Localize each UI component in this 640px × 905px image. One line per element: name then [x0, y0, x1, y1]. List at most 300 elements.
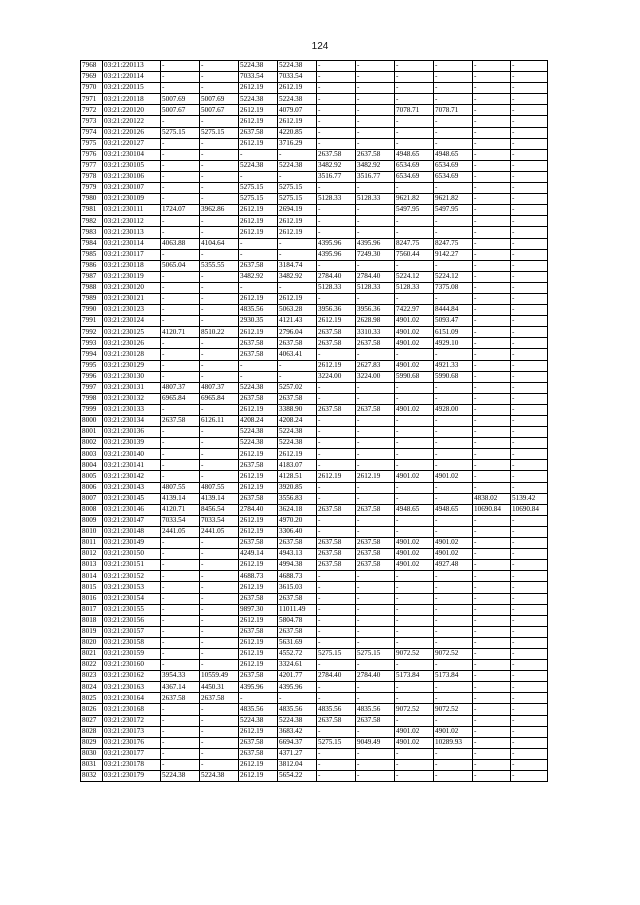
table-cell: - — [200, 404, 239, 415]
table-cell: 8019 — [81, 626, 103, 637]
table-cell: 8020 — [81, 637, 103, 648]
table-cell: - — [434, 349, 473, 360]
table-cell: - — [395, 449, 434, 460]
table-cell: - — [200, 538, 239, 549]
table-cell: 7078.71 — [434, 105, 473, 116]
table-cell: 03:21:230119 — [103, 271, 161, 282]
table-cell: 5173.84 — [395, 671, 434, 682]
table-cell: 7977 — [81, 160, 103, 171]
table-cell: - — [473, 116, 511, 127]
table-cell: 2637.58 — [239, 593, 278, 604]
table-cell: - — [200, 316, 239, 327]
table-cell: - — [473, 704, 511, 715]
table-cell: - — [395, 72, 434, 83]
table-cell: - — [356, 449, 395, 460]
table-cell: 3516.77 — [356, 171, 395, 182]
table-cell: - — [161, 748, 200, 759]
table-cell: 5275.15 — [200, 127, 239, 138]
table-cell: 03:21:230178 — [103, 759, 161, 770]
table-cell: 5224.38 — [239, 438, 278, 449]
table-row — [81, 171, 548, 182]
table-row — [81, 593, 548, 604]
table-cell: - — [511, 748, 548, 759]
table-cell: 9621.82 — [395, 194, 434, 205]
table-cell: - — [473, 404, 511, 415]
table-row — [81, 349, 548, 360]
table-cell: - — [161, 360, 200, 371]
table-cell: 10559.49 — [200, 671, 239, 682]
table-cell: - — [161, 194, 200, 205]
table-cell: 7375.08 — [434, 282, 473, 293]
table-cell: - — [511, 404, 548, 415]
table-cell: 4395.96 — [239, 682, 278, 693]
page-number: 124 — [311, 41, 329, 52]
table-cell: - — [473, 349, 511, 360]
table-cell: 8003 — [81, 449, 103, 460]
table-cell: - — [511, 471, 548, 482]
table-cell: 5128.33 — [317, 194, 356, 205]
table-row — [81, 737, 548, 748]
table-cell: - — [317, 127, 356, 138]
table-cell: - — [511, 305, 548, 316]
table-cell: 4901.02 — [395, 538, 434, 549]
table-row — [81, 249, 548, 260]
table-cell: - — [161, 715, 200, 726]
table-cell: - — [511, 549, 548, 560]
table-cell: - — [434, 116, 473, 127]
table-cell: 4901.02 — [395, 360, 434, 371]
table-cell: - — [511, 94, 548, 105]
table-cell: - — [161, 271, 200, 282]
table-cell: - — [473, 83, 511, 94]
table-cell: - — [161, 216, 200, 227]
table-cell: 9897.30 — [239, 604, 278, 615]
table-cell: - — [317, 748, 356, 759]
table-cell: - — [317, 615, 356, 626]
table-cell: - — [200, 571, 239, 582]
table-cell: - — [161, 227, 200, 238]
table-cell: - — [161, 83, 200, 94]
table-cell: 2637.58 — [239, 460, 278, 471]
table-cell: 7989 — [81, 293, 103, 304]
table-cell: - — [356, 582, 395, 593]
table-cell: - — [200, 305, 239, 316]
table-cell: 5990.68 — [434, 371, 473, 382]
table-row — [81, 715, 548, 726]
table-cell: 03:21:220113 — [103, 61, 161, 72]
table-cell: - — [434, 127, 473, 138]
table-cell: 7969 — [81, 72, 103, 83]
table-cell: - — [200, 227, 239, 238]
table-cell: 5224.38 — [239, 61, 278, 72]
table-cell: 8023 — [81, 671, 103, 682]
table-cell: - — [395, 693, 434, 704]
table-cell: - — [511, 737, 548, 748]
table-cell: - — [473, 648, 511, 659]
table-cell: 8004 — [81, 460, 103, 471]
table-cell: - — [511, 427, 548, 438]
table-cell: 3556.83 — [278, 493, 317, 504]
table-cell: - — [356, 626, 395, 637]
table-cell: 4121.43 — [278, 316, 317, 327]
table-cell: 03:21:230130 — [103, 371, 161, 382]
table-cell: 7984 — [81, 238, 103, 249]
table-cell: 03:21:230125 — [103, 327, 161, 338]
table-cell: - — [511, 637, 548, 648]
table-cell: 03:21:230149 — [103, 538, 161, 549]
table-cell: 2612.19 — [239, 105, 278, 116]
table-row — [81, 604, 548, 615]
table-cell: 4220.85 — [278, 127, 317, 138]
table-cell: 5355.55 — [200, 260, 239, 271]
table-cell: - — [317, 382, 356, 393]
table-cell: - — [200, 61, 239, 72]
table-cell: 03:21:230160 — [103, 660, 161, 671]
table-cell: - — [200, 748, 239, 759]
table-cell: - — [356, 515, 395, 526]
table-cell: - — [356, 482, 395, 493]
table-cell: 11011.49 — [278, 604, 317, 615]
table-row — [81, 526, 548, 537]
table-cell: - — [356, 393, 395, 404]
table-cell: - — [395, 682, 434, 693]
table-cell: 7968 — [81, 61, 103, 72]
table-cell: - — [473, 271, 511, 282]
table-cell: 4395.96 — [278, 682, 317, 693]
table-cell: - — [161, 571, 200, 582]
table-cell: - — [317, 116, 356, 127]
table-cell: - — [161, 183, 200, 194]
table-cell: - — [473, 582, 511, 593]
data-table — [80, 60, 548, 782]
table-row — [81, 615, 548, 626]
table-cell: 7970 — [81, 83, 103, 94]
table-cell: - — [511, 515, 548, 526]
table-cell: - — [473, 660, 511, 671]
table-cell: 2612.19 — [278, 449, 317, 460]
table-cell: 7560.44 — [395, 249, 434, 260]
table-cell: 2612.19 — [239, 83, 278, 94]
table-cell: 03:21:230162 — [103, 671, 161, 682]
table-cell: - — [200, 171, 239, 182]
table-cell: - — [434, 604, 473, 615]
table-cell: - — [161, 293, 200, 304]
table-cell: 8028 — [81, 726, 103, 737]
table-cell: - — [473, 293, 511, 304]
table-row — [81, 271, 548, 282]
table-cell: 2637.58 — [317, 404, 356, 415]
table-row — [81, 427, 548, 438]
table-cell: 8247.75 — [395, 238, 434, 249]
table-cell: - — [395, 94, 434, 105]
table-cell: - — [317, 582, 356, 593]
table-cell: 6534.69 — [434, 160, 473, 171]
table-cell: - — [473, 72, 511, 83]
table-cell: - — [473, 538, 511, 549]
table-cell: 03:21:230154 — [103, 593, 161, 604]
table-cell: - — [473, 771, 511, 782]
table-cell: 5224.12 — [395, 271, 434, 282]
table-cell: 03:21:230163 — [103, 682, 161, 693]
table-cell: 3482.92 — [356, 160, 395, 171]
table-cell: 10690.84 — [473, 504, 511, 515]
table-cell: 4948.65 — [395, 149, 434, 160]
table-cell: - — [356, 72, 395, 83]
table-cell: 03:21:220114 — [103, 72, 161, 83]
table-cell: - — [161, 737, 200, 748]
table-cell: 5275.15 — [278, 183, 317, 194]
table-cell: 8013 — [81, 560, 103, 571]
table-cell: - — [200, 637, 239, 648]
table-cell: - — [395, 293, 434, 304]
table-cell: - — [473, 393, 511, 404]
table-cell: - — [356, 416, 395, 427]
table-cell: 4943.13 — [278, 549, 317, 560]
table-cell: 4807.37 — [200, 382, 239, 393]
table-cell: 2637.58 — [278, 593, 317, 604]
table-cell: - — [434, 748, 473, 759]
table-cell: - — [161, 316, 200, 327]
table-cell: - — [511, 538, 548, 549]
table-cell: 8025 — [81, 693, 103, 704]
table-cell: - — [395, 127, 434, 138]
table-cell: 2637.58 — [356, 560, 395, 571]
table-cell: 4901.02 — [395, 327, 434, 338]
table-cell: 3516.77 — [317, 171, 356, 182]
table-cell: 4901.02 — [434, 471, 473, 482]
table-cell: 7994 — [81, 349, 103, 360]
table-cell: 3683.42 — [278, 726, 317, 737]
table-cell: - — [200, 183, 239, 194]
table-cell: 2637.58 — [278, 393, 317, 404]
table-cell: - — [317, 660, 356, 671]
table-cell: 4807.55 — [161, 482, 200, 493]
table-cell: 03:21:230168 — [103, 704, 161, 715]
table-cell: - — [161, 460, 200, 471]
table-cell: - — [356, 216, 395, 227]
table-cell: - — [473, 737, 511, 748]
table-cell: - — [278, 149, 317, 160]
table-cell: - — [511, 116, 548, 127]
table-cell: - — [395, 260, 434, 271]
table-cell: - — [511, 282, 548, 293]
table-cell: - — [473, 748, 511, 759]
table-cell: - — [511, 715, 548, 726]
table-cell: 2612.19 — [239, 726, 278, 737]
table-cell: 6151.09 — [434, 327, 473, 338]
table-cell: - — [395, 227, 434, 238]
table-cell: - — [511, 704, 548, 715]
table-cell: - — [395, 637, 434, 648]
table-cell: - — [395, 571, 434, 582]
table-cell: 2930.35 — [239, 316, 278, 327]
table-cell: 3224.00 — [317, 371, 356, 382]
table-cell: 7078.71 — [395, 105, 434, 116]
table-cell: 03:21:220126 — [103, 127, 161, 138]
table-cell: - — [239, 371, 278, 382]
table-cell: - — [473, 260, 511, 271]
table-cell: 2637.58 — [317, 149, 356, 160]
table-cell: - — [317, 526, 356, 537]
table-cell: 03:21:230109 — [103, 194, 161, 205]
table-cell: - — [395, 771, 434, 782]
table-cell: 7990 — [81, 305, 103, 316]
table-cell: - — [356, 94, 395, 105]
table-cell: 03:21:230148 — [103, 526, 161, 537]
table-cell: 03:21:230150 — [103, 549, 161, 560]
table-cell: - — [356, 726, 395, 737]
table-cell: 4901.02 — [395, 316, 434, 327]
table-cell: - — [161, 149, 200, 160]
table-cell: 3812.04 — [278, 759, 317, 770]
table-cell: 2637.58 — [356, 549, 395, 560]
table-cell: - — [511, 648, 548, 659]
table-cell: 5990.68 — [395, 371, 434, 382]
table-cell: - — [434, 771, 473, 782]
table-cell: - — [511, 626, 548, 637]
table-cell: 8017 — [81, 604, 103, 615]
table-cell: 9072.52 — [434, 704, 473, 715]
table-cell: - — [239, 360, 278, 371]
table-cell: - — [473, 238, 511, 249]
table-cell: 2637.58 — [317, 338, 356, 349]
table-cell: 4835.56 — [317, 704, 356, 715]
table-cell: 2784.40 — [356, 671, 395, 682]
table-cell: 5275.15 — [239, 194, 278, 205]
table-cell: 2784.40 — [356, 271, 395, 282]
table-cell: 2637.58 — [317, 504, 356, 515]
table-cell: - — [356, 759, 395, 770]
table-cell: 5224.38 — [239, 427, 278, 438]
table-row — [81, 571, 548, 582]
table-cell: 5128.33 — [356, 194, 395, 205]
table-cell: - — [473, 138, 511, 149]
table-cell: 2612.19 — [239, 615, 278, 626]
table-cell: - — [511, 526, 548, 537]
table-cell: - — [395, 493, 434, 504]
table-cell: - — [434, 94, 473, 105]
table-row — [81, 94, 548, 105]
table-cell: 2637.58 — [239, 349, 278, 360]
table-row — [81, 305, 548, 316]
table-row — [81, 183, 548, 194]
table-cell: 7995 — [81, 360, 103, 371]
table-cell: - — [317, 416, 356, 427]
table-cell: 03:21:230173 — [103, 726, 161, 737]
table-cell: 4901.02 — [395, 560, 434, 571]
table-cell: - — [200, 271, 239, 282]
table-cell: - — [200, 149, 239, 160]
table-row — [81, 771, 548, 782]
table-cell: - — [473, 759, 511, 770]
table-cell: - — [356, 693, 395, 704]
table-cell: - — [511, 260, 548, 271]
table-cell: - — [161, 549, 200, 560]
table-cell: 4835.56 — [239, 305, 278, 316]
table-cell: 03:21:230113 — [103, 227, 161, 238]
table-cell: - — [473, 637, 511, 648]
table-cell: - — [278, 249, 317, 260]
table-cell: - — [434, 693, 473, 704]
table-cell: - — [356, 293, 395, 304]
table-cell: - — [434, 615, 473, 626]
table-cell: - — [434, 138, 473, 149]
table-row — [81, 316, 548, 327]
table-cell: 3615.03 — [278, 582, 317, 593]
table-cell: 2612.19 — [239, 216, 278, 227]
table-row — [81, 83, 548, 94]
table-cell: 5654.22 — [278, 771, 317, 782]
table-cell: - — [511, 293, 548, 304]
table-cell: 2612.19 — [239, 660, 278, 671]
table-cell: 6126.11 — [200, 416, 239, 427]
table-cell: 5224.38 — [278, 427, 317, 438]
table-cell: - — [434, 61, 473, 72]
table-cell: 2612.19 — [278, 293, 317, 304]
table-cell: - — [511, 393, 548, 404]
table-cell: - — [317, 183, 356, 194]
table-cell: - — [395, 759, 434, 770]
table-cell: - — [395, 416, 434, 427]
table-cell: 6965.84 — [200, 393, 239, 404]
table-cell: - — [200, 349, 239, 360]
table-cell: 03:21:230141 — [103, 460, 161, 471]
table-cell: - — [161, 759, 200, 770]
table-cell: 7422.97 — [395, 305, 434, 316]
table-cell: - — [161, 593, 200, 604]
table-cell: 4079.07 — [278, 105, 317, 116]
table-cell: - — [200, 160, 239, 171]
table-cell: - — [200, 216, 239, 227]
table-cell: - — [200, 72, 239, 83]
table-cell: 7973 — [81, 116, 103, 127]
table-cell: - — [200, 438, 239, 449]
table-cell: 5224.38 — [278, 61, 317, 72]
table-cell: 6534.69 — [434, 171, 473, 182]
table-cell: 2612.19 — [239, 771, 278, 782]
table-cell: - — [473, 227, 511, 238]
table-cell: 7978 — [81, 171, 103, 182]
table-cell: 2637.58 — [356, 404, 395, 415]
table-cell: 8008 — [81, 504, 103, 515]
table-cell: 7997 — [81, 382, 103, 393]
table-cell: - — [434, 626, 473, 637]
table-cell: 2612.19 — [317, 360, 356, 371]
table-cell: 5804.78 — [278, 615, 317, 626]
table-row — [81, 515, 548, 526]
table-cell: - — [356, 604, 395, 615]
table-cell: 7249.30 — [356, 249, 395, 260]
table-cell: - — [356, 260, 395, 271]
table-cell: 4927.48 — [434, 560, 473, 571]
table-cell: 7975 — [81, 138, 103, 149]
table-cell: - — [434, 83, 473, 94]
table-row — [81, 438, 548, 449]
table-row — [81, 660, 548, 671]
table-cell: 2637.58 — [239, 671, 278, 682]
table-cell: - — [434, 382, 473, 393]
table-cell: - — [511, 216, 548, 227]
table-cell: 2612.19 — [239, 327, 278, 338]
table-cell: 2628.98 — [356, 316, 395, 327]
table-cell: - — [317, 682, 356, 693]
table-row — [81, 493, 548, 504]
table-cell: 4395.96 — [317, 238, 356, 249]
table-cell: 3956.36 — [317, 305, 356, 316]
table-cell: 5139.42 — [511, 493, 548, 504]
table-cell: 03:21:230143 — [103, 482, 161, 493]
table-cell: 5093.47 — [434, 316, 473, 327]
